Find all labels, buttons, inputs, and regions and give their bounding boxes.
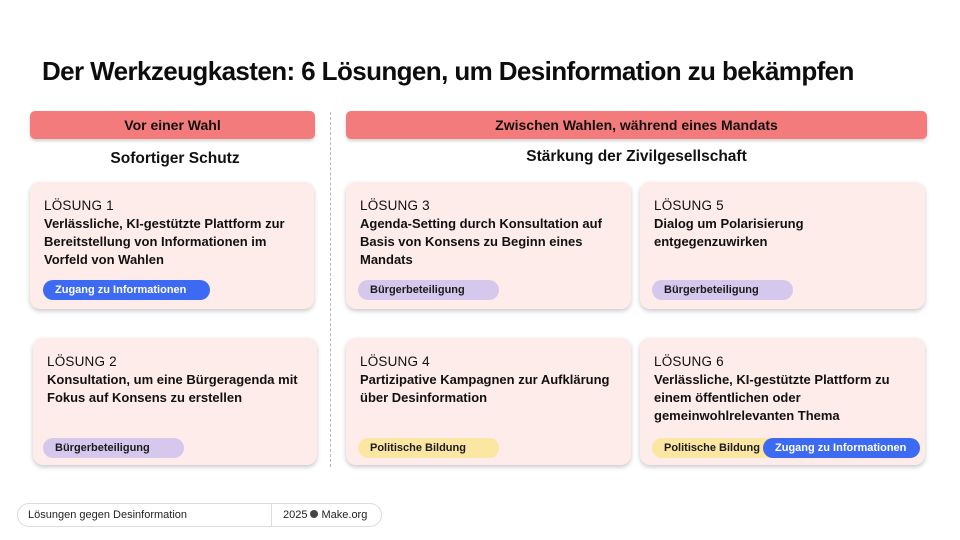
solution-number: LÖSUNG 5 <box>654 198 724 213</box>
tag-information-access: Zugang zu Informationen <box>43 280 210 300</box>
solution-number: LÖSUNG 1 <box>44 198 114 213</box>
solution-description: Verlässliche, KI-gestützte Plattform zu einem öffentlichen oder gemeinwohlrelevanten Thema <box>654 372 890 423</box>
footer-separator <box>271 504 272 526</box>
subheading-immediate-protection: Sofortiger Schutz <box>110 150 240 167</box>
footer-year: 2025 <box>283 509 308 521</box>
solution-card-6[interactable] <box>640 338 925 465</box>
solution-description: Dialog um Polarisierung entgegenzuwirken <box>654 216 804 249</box>
solution-description: Agenda-Setting durch Konsultation auf Basis von Konsens zu Beginn eines Mandats <box>360 216 602 267</box>
footer-topic: Lösungen gegen Desinformation <box>28 509 188 521</box>
subheading-civil-society: Stärkung der Zivilgesellschaft <box>526 148 747 165</box>
banner-before-election: Vor einer Wahl <box>30 111 315 139</box>
solution-card-2[interactable] <box>33 338 317 465</box>
tag-political-education: Politische Bildung <box>358 438 499 458</box>
solution-description: Konsultation, um eine Bürgeragenda mit Fokus auf Konsens zu erstellen <box>47 372 298 405</box>
solution-number: LÖSUNG 3 <box>360 198 430 213</box>
tag-information-access: Zugang zu Informationen <box>763 438 920 458</box>
banner-between-elections: Zwischen Wahlen, während eines Mandats <box>346 111 927 139</box>
solution-card-5[interactable] <box>640 182 925 309</box>
solution-number: LÖSUNG 4 <box>360 354 430 369</box>
footer-brand: Make.org <box>321 509 368 521</box>
tag-political-education: Politische Bildung <box>652 438 782 458</box>
solution-card-1[interactable] <box>30 182 314 309</box>
footer-bar <box>17 503 382 527</box>
bullet-dot-icon <box>310 510 318 518</box>
solution-description: Verlässliche, KI-gestützte Plattform zur Bereitstellung von Informationen im Vorfeld von Wahlen <box>44 216 285 267</box>
column-divider <box>330 112 331 467</box>
tag-civic-participation: Bürgerbeteiligung <box>652 280 793 300</box>
solution-description: Partizipative Kampagnen zur Aufklärung über Desinformation <box>360 372 610 405</box>
solution-number: LÖSUNG 2 <box>47 354 117 369</box>
footer-credit <box>283 504 367 526</box>
tag-civic-participation: Bürgerbeteiligung <box>43 438 184 458</box>
page-title: Der Werkzeugkasten: 6 Lösungen, um Desinformation zu bekämpfen <box>42 56 854 86</box>
tag-civic-participation: Bürgerbeteiligung <box>358 280 499 300</box>
solution-number: LÖSUNG 6 <box>654 354 724 369</box>
solution-card-4[interactable] <box>346 338 631 465</box>
solution-card-3[interactable] <box>346 182 631 309</box>
